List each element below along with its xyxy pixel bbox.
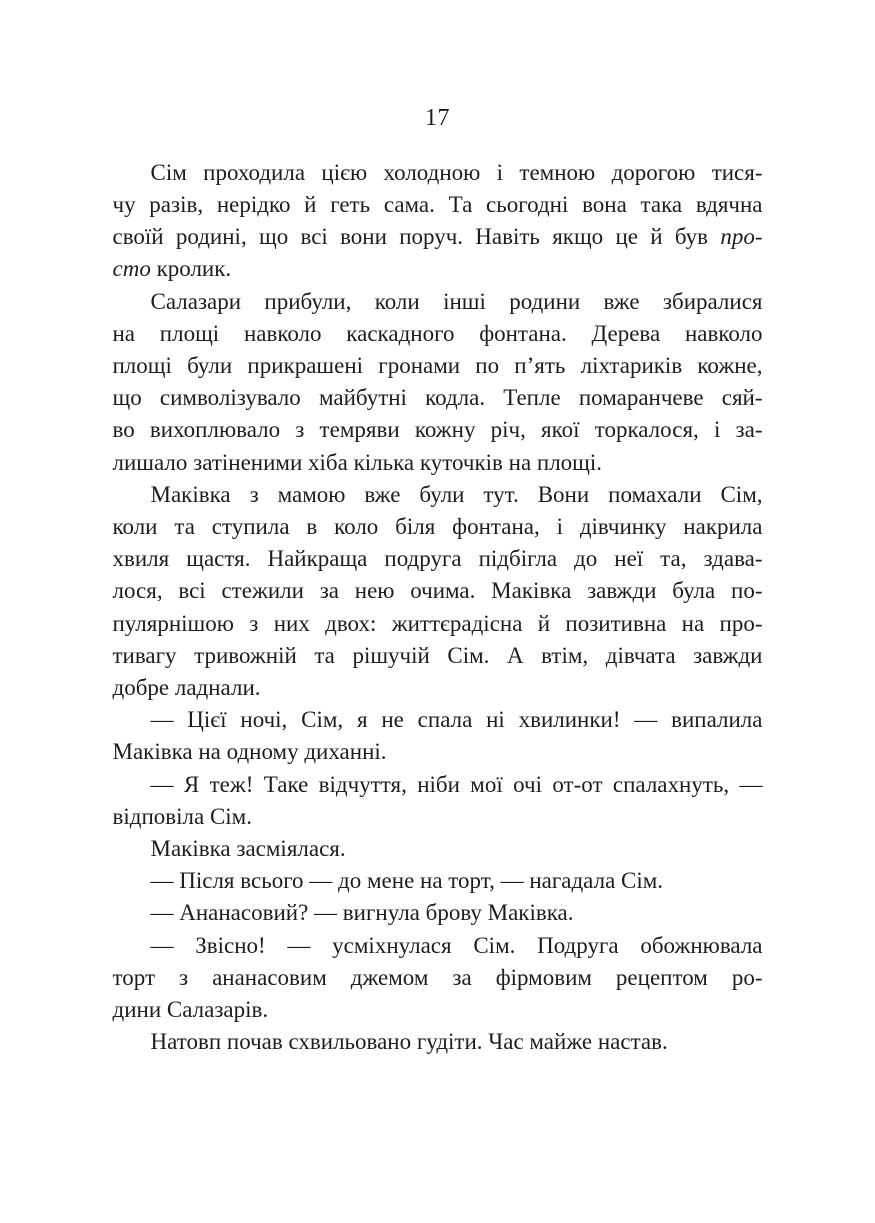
text-line <box>113 769 763 801</box>
text-line <box>113 833 763 865</box>
text-run: Маківка засміялася. <box>150 836 346 862</box>
text-line <box>113 157 763 189</box>
text-line <box>113 253 763 285</box>
text-line <box>113 897 763 929</box>
text-block <box>113 157 763 1059</box>
text-run: во вихоплювало з темряви кожну річ, якої торкалося, і за- <box>112 417 763 443</box>
text-line <box>113 447 763 479</box>
text-line <box>113 994 763 1026</box>
text-run: хвиля щастя. Найкраща подруга підбігла до неї та, здава- <box>112 546 763 572</box>
text-run: — Я теж! Таке відчуття, ніби мої очі от-от спалахнуть, — <box>150 771 763 797</box>
italic-text-run: про- <box>720 224 763 250</box>
text-run: — Звісно! — усміхнулася Сім. Подруга обожнювала <box>150 932 763 958</box>
text-line <box>113 189 763 221</box>
paragraph <box>113 930 763 1027</box>
text-line <box>113 543 763 575</box>
paragraph <box>113 865 763 897</box>
text-run: пулярнішою з них двох: життєрадісна й позитивна на про- <box>112 610 763 636</box>
page-number: 17 <box>425 105 450 131</box>
text-line <box>113 286 763 318</box>
text-line <box>113 350 763 382</box>
text-run: Сім проходила цією холодною і темною дорогою тися- <box>150 159 763 185</box>
text-run: коли та ступила в коло біля фонтана, і дівчинку накрила <box>112 514 763 540</box>
text-line <box>113 318 763 350</box>
text-run: що символізувало майбутні кодла. Тепле помаранчеве сяй- <box>112 385 763 411</box>
text-run: — Після всього — до мене на торт, — нагадала Сім. <box>150 868 664 894</box>
text-run: Маківка на одному диханні. <box>112 739 387 765</box>
text-line <box>113 930 763 962</box>
text-run: — Ананасовий? — вигнула брову Маківка. <box>150 900 574 926</box>
text-run: Маківка з мамою вже були тут. Вони помахали Сім, <box>150 481 763 507</box>
text-run: Натовп почав схвильовано гудіти. Час майже настав. <box>150 1029 668 1055</box>
text-line <box>113 1026 763 1058</box>
text-line <box>113 382 763 414</box>
text-line <box>113 704 763 736</box>
paragraph <box>113 897 763 929</box>
text-line <box>113 640 763 672</box>
text-line <box>113 672 763 704</box>
text-line <box>113 962 763 994</box>
text-line <box>113 511 763 543</box>
text-run: лишало затіненими хіба кілька куточків на площі. <box>112 449 603 475</box>
text-run: добре ладнали. <box>112 675 261 701</box>
paragraph <box>113 479 763 704</box>
text-line <box>113 608 763 640</box>
paragraph <box>113 769 763 833</box>
text-run: на площі навколо каскадного фонтана. Дерева навколо <box>112 320 763 346</box>
text-run: площі були прикрашені гронами по п’ять ліхтариків кожне, <box>112 353 763 379</box>
paragraph <box>113 157 763 286</box>
text-run: Салазари прибули, коли інші родини вже збиралися <box>150 288 763 314</box>
paragraph <box>113 704 763 768</box>
text-line <box>113 736 763 768</box>
paragraph <box>113 286 763 479</box>
text-line <box>113 414 763 446</box>
text-run: тивагу тривожній та рішучій Сім. А втім, дівчата завжди <box>112 642 763 668</box>
text-line <box>113 575 763 607</box>
text-run: дини Салазарів. <box>112 997 269 1023</box>
text-run: торт з ананасовим джемом за фірмовим рецептом ро- <box>112 964 763 990</box>
text-line <box>113 221 763 253</box>
text-line <box>113 801 763 833</box>
text-run: — Цієї ночі, Сім, я не спала ні хвилинки! — випалила <box>150 707 763 733</box>
text-run: кролик. <box>150 256 232 282</box>
italic-text-run: сто <box>112 256 151 282</box>
paragraph <box>113 833 763 865</box>
text-line <box>113 479 763 511</box>
text-run: чу разів, нерідко й геть сама. Та сьогодні вона така вдячна <box>112 192 763 217</box>
paragraph <box>113 1026 763 1058</box>
text-run: відповіла Сім. <box>112 803 252 829</box>
text-run: лося, всі стежили за нею очима. Маківка завжди була по- <box>112 578 763 604</box>
text-run: своїй родині, що всі вони поруч. Навіть якщо це й був <box>112 224 721 250</box>
text-line <box>113 865 763 897</box>
